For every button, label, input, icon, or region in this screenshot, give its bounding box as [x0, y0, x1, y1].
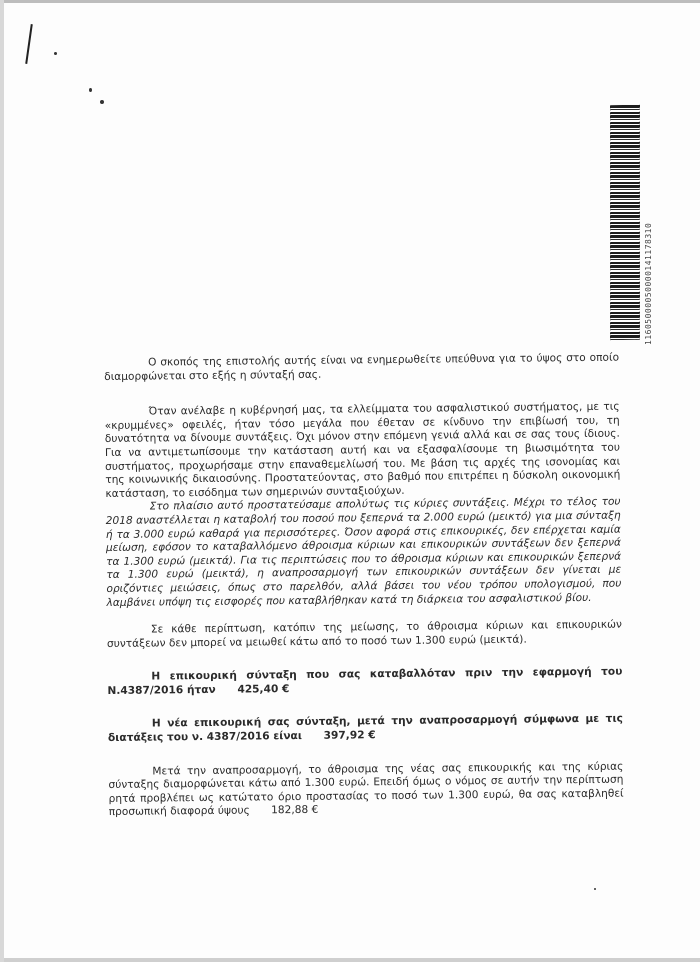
paragraph-difference — [108, 760, 624, 820]
paragraph-framework: Στο πλαίσιο αυτό προστατεύσαμε απολύτως τις κύριες συντάξεις. Μέχρι το τέλος του 2018 αναστέλλεται η καταβολή του ποσού που ξεπερνά τα 2.000 ευρώ (μεικτό) για μια σύνταξη ή τα 3.000 ευρώ καθαρά για περισσότερες. Όσον αφορά στις επικουρικές, δεν επέρχεται καμία μείωση, εφόσον το καταβαλλόμενο άθροισμα κύριων και επικουρικών συντάξεων δεν ξεπερνά τα 1.300 ευρώ (μεικτά). Για τις περιπτώσεις που το άθροισμα κύριων και επικουρικών ξεπερνά τα 1.300 ευρώ (μεικτά), η αναπροσαρμογή των επικουρικών συντάξεων δεν γίνεται με οριζόντιες μειώσεις, όπως στο παρελθόν, αλλά βάσει του νέου τρόπου υπολογισμού, που λαμβάνει υπόψη τις εισφορές που καταβλήθηκαν κατά τη διάρκεια του ασφαλιστικού βίου. — [105, 495, 622, 609]
page-bottom-edge — [4, 958, 700, 962]
paragraph-background: Όταν ανέλαβε η κυβέρνησή μας, τα ελλείμματα του ασφαλιστικού συστήματος, με τις «κρυμμένες» οφειλές, ήταν τόσο μεγάλα που έθεταν σε κίνδυνο την επιβίωσή του, τη δυνατότητα να δίνουμε συντάξεις. Όχι μόνον στην επόμενη γενιά αλλά και σε σας τους ίδιους. Για να αντιμετωπίσουμε την κατάσταση αυτή και να εξασφαλίσουμε τη βιωσιμότητα του συστήματος, προχωρήσαμε στην επαναθεμελίωσή του. Με βάση τις αρχές της ισονομίας και της κοινωνικής δικαιοσύνης. Προστατεύοντας, στο βαθμό που επιτρέπει η δύσκολη οικονομική κατάσταση, το εισόδημα των σημερινών συνταξιούχων. — [104, 400, 621, 500]
scan-speck — [100, 100, 104, 104]
scan-speck — [89, 88, 92, 92]
barcode-number: 11605000050000141178310 — [644, 222, 653, 345]
barcode — [610, 105, 640, 341]
difference-amount: 182,88 € — [271, 804, 319, 817]
previous-pension-text: Η επικουρική σύνταξη που σας καταβαλλόταν πριν την εφαρμογή του Ν.4387/2016 ήταν — [107, 665, 623, 697]
paragraph-floor: Σε κάθε περίπτωση, κατόπιν της μείωσης, το άθροισμα κύριων και επικουρικών συντάξεων δεν μπορεί να μειωθεί κάτω από το ποσό των 1.300 ευρώ (μεικτά). — [106, 618, 622, 650]
new-pension-text: Η νέα επικουρική σας σύνταξη, μετά την αναπροσαρμογή σύμφωνα με τις διατάξεις του ν. 4387/2016 είναι — [107, 713, 623, 745]
scan-speck — [54, 52, 57, 55]
pen-mark — [25, 24, 33, 64]
difference-text: Μετά την αναπροσαρμογή, το άθροισμα της νέας σας επικουρικής και της κύριας σύνταξης διαμορφώνεται κάτω από 1.300 ευρώ. Επειδή όμως ο νόμος σε αυτήν την περίπτωση ρητά προβλέπει ως κατώτατο όριο προστασίας το ποσό των 1.300 ευρώ, θα σας καταβληθεί προσωπική διαφορά ύψους — [108, 760, 624, 819]
letter-body — [104, 352, 624, 820]
paragraph-purpose: Ο σκοπός της επιστολής αυτής είναι να ενημερωθείτε υπεύθυνα για το ύψος στο οποίο διαμορφώνεται στο εξής η σύνταξή σας. — [104, 351, 620, 383]
scan-speck — [594, 888, 596, 890]
new-pension-amount: 397,92 € — [323, 729, 376, 742]
previous-pension-amount: 425,40 € — [237, 682, 290, 696]
page-top-edge — [4, 0, 700, 3]
